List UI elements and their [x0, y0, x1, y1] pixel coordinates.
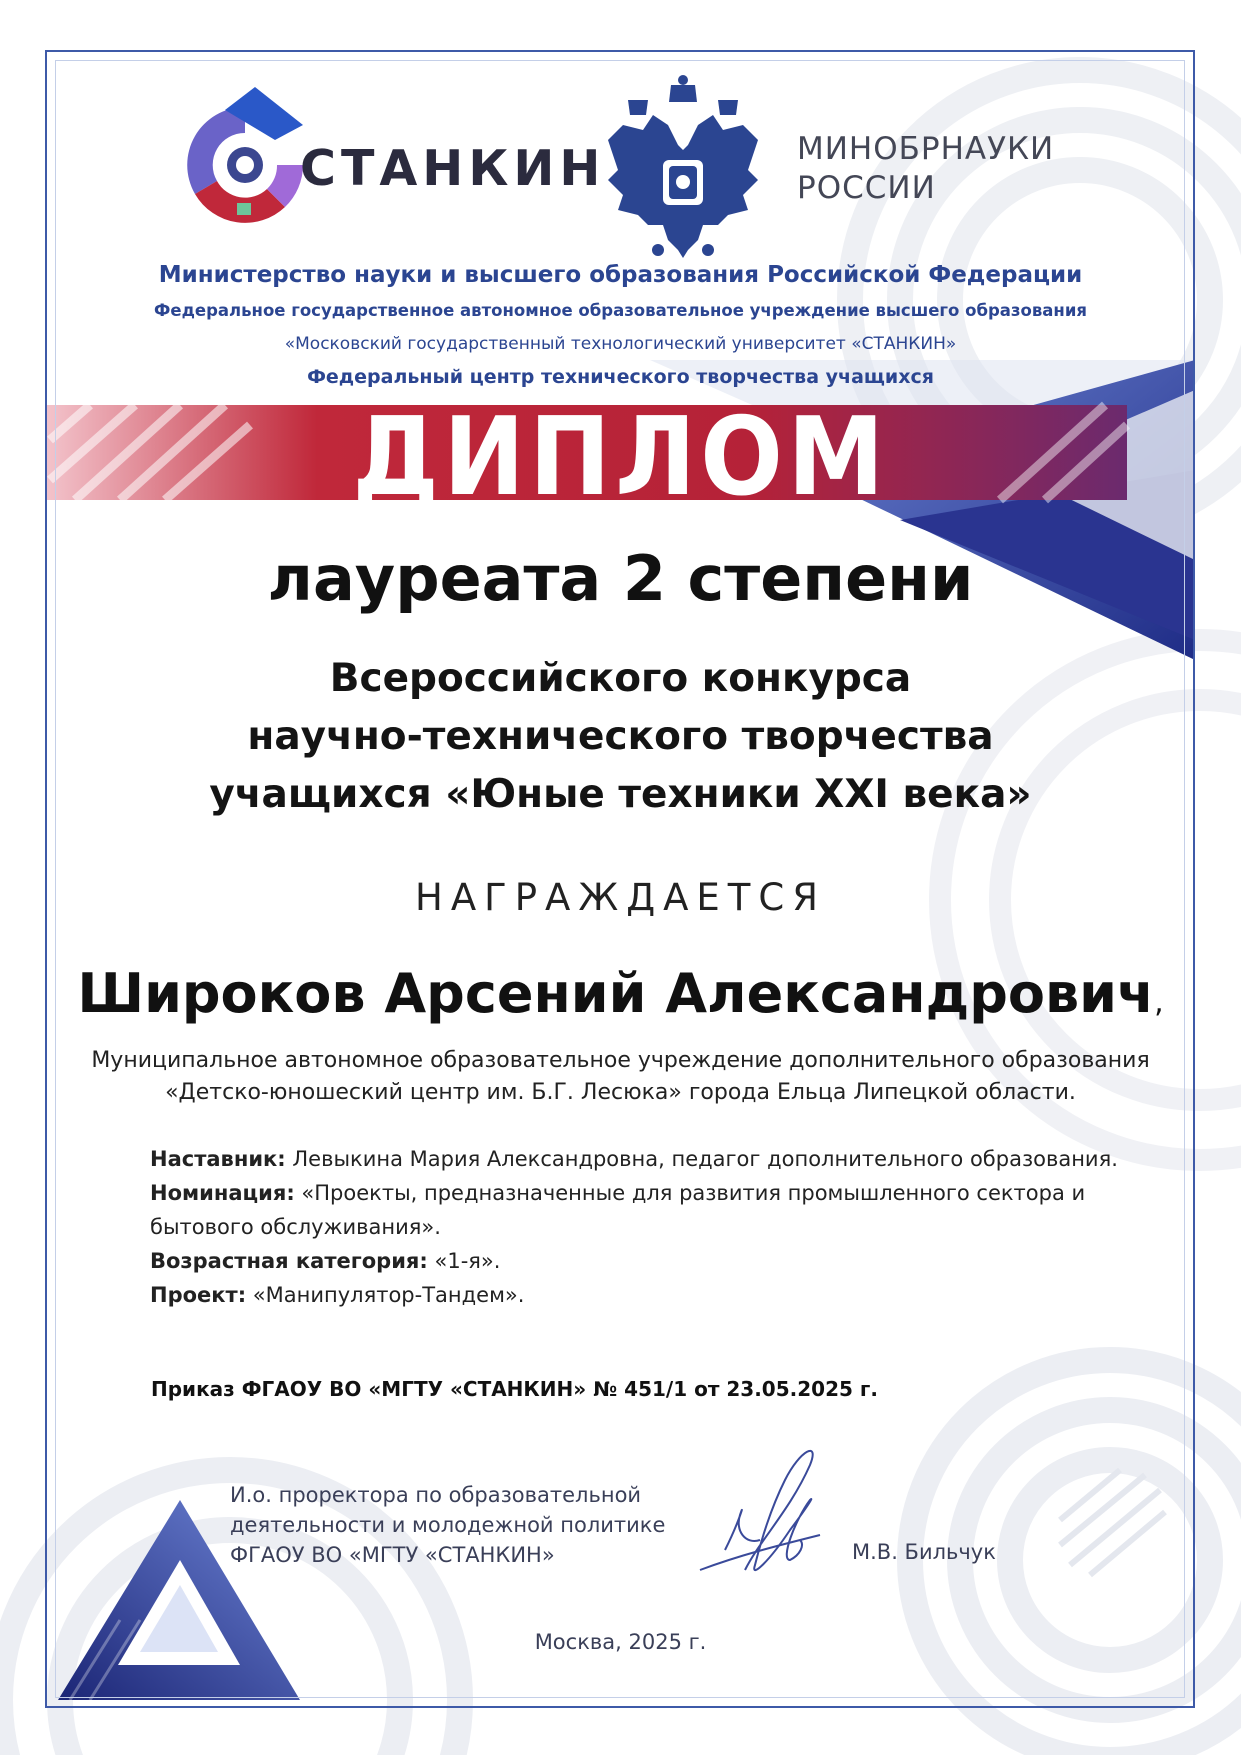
recipient [0, 962, 1241, 1025]
signer-name: М.В. Бильчук [852, 1540, 996, 1564]
project-row [150, 1278, 1160, 1312]
project-label: Проект: [150, 1283, 247, 1307]
brand-name: СТАНКИН [300, 140, 606, 197]
age-row [150, 1244, 1160, 1278]
nomination-label: Номинация: [150, 1181, 295, 1205]
mentor-label: Наставник: [150, 1147, 286, 1171]
order-reference: Приказ ФГАОУ ВО «МГТУ «СТАНКИН» № 451/1 от 23.05.2025 г. [151, 1377, 878, 1401]
project-value: «Манипулятор-Тандем». [246, 1283, 525, 1307]
ministry-brand-line1: МИНОБРНАУКИ [797, 131, 1055, 167]
fgaou-line: Федеральное государственное автономное образовательное учреждение высшего образования [154, 301, 1087, 320]
contest-line-3: учащихся «Юные техники XXI века» [209, 772, 1032, 817]
awarded-heading: НАГРАЖДАЕТСЯ [415, 876, 826, 919]
award-details [150, 1142, 1160, 1312]
contest-line-2: научно-технического творчества [247, 714, 994, 759]
mentor-value: Левыкина Мария Александровна, педагог дополнительного образования. [285, 1147, 1118, 1171]
signer-title-line-2: деятельности и молодежной политике [230, 1513, 666, 1537]
nomination-row [150, 1176, 1160, 1244]
recipient-name: Широков Арсений Александрович [77, 962, 1155, 1025]
laureate-degree: лауреата 2 степени [267, 542, 974, 615]
signer-title-line-3: ФГАОУ ВО «МГТУ «СТАНКИН» [230, 1543, 555, 1567]
recipient-institution [0, 1045, 1241, 1109]
age-label: Возрастная категория: [150, 1249, 428, 1273]
institution-line-2: «Детско-юношеский центр им. Б.Г. Лесюка» города Ельца Липецкой области. [165, 1080, 1076, 1105]
ministry-brand [797, 130, 1054, 208]
city-year: Москва, 2025 г. [534, 1630, 707, 1654]
signer-title-line-1: И.о. проректора по образовательной [230, 1483, 642, 1507]
institution-line-1: Муниципальное автономное образовательное учреждение дополнительного образования [91, 1048, 1150, 1073]
university-line: «Московский государственный технологический университет «СТАНКИН» [284, 334, 957, 354]
ministry-line: Министерство науки и высшего образования Российской Федерации [158, 262, 1083, 288]
contest-title [0, 650, 1241, 824]
diploma-title: ДИПЛОМ [352, 395, 889, 520]
age-value: «1-я». [427, 1249, 501, 1273]
mentor-row [150, 1142, 1160, 1176]
contest-line-1: Всероссийского конкурса [329, 656, 912, 701]
recipient-comma: , [1154, 985, 1164, 1020]
center-line: Федеральный центр технического творчества учащихся [307, 366, 934, 388]
nomination-value: «Проекты, предназначенные для развития промышленного сектора и бытового обслуживания». [150, 1181, 1086, 1239]
signer-title [230, 1480, 665, 1570]
ministry-brand-line2: РОССИИ [797, 170, 936, 206]
